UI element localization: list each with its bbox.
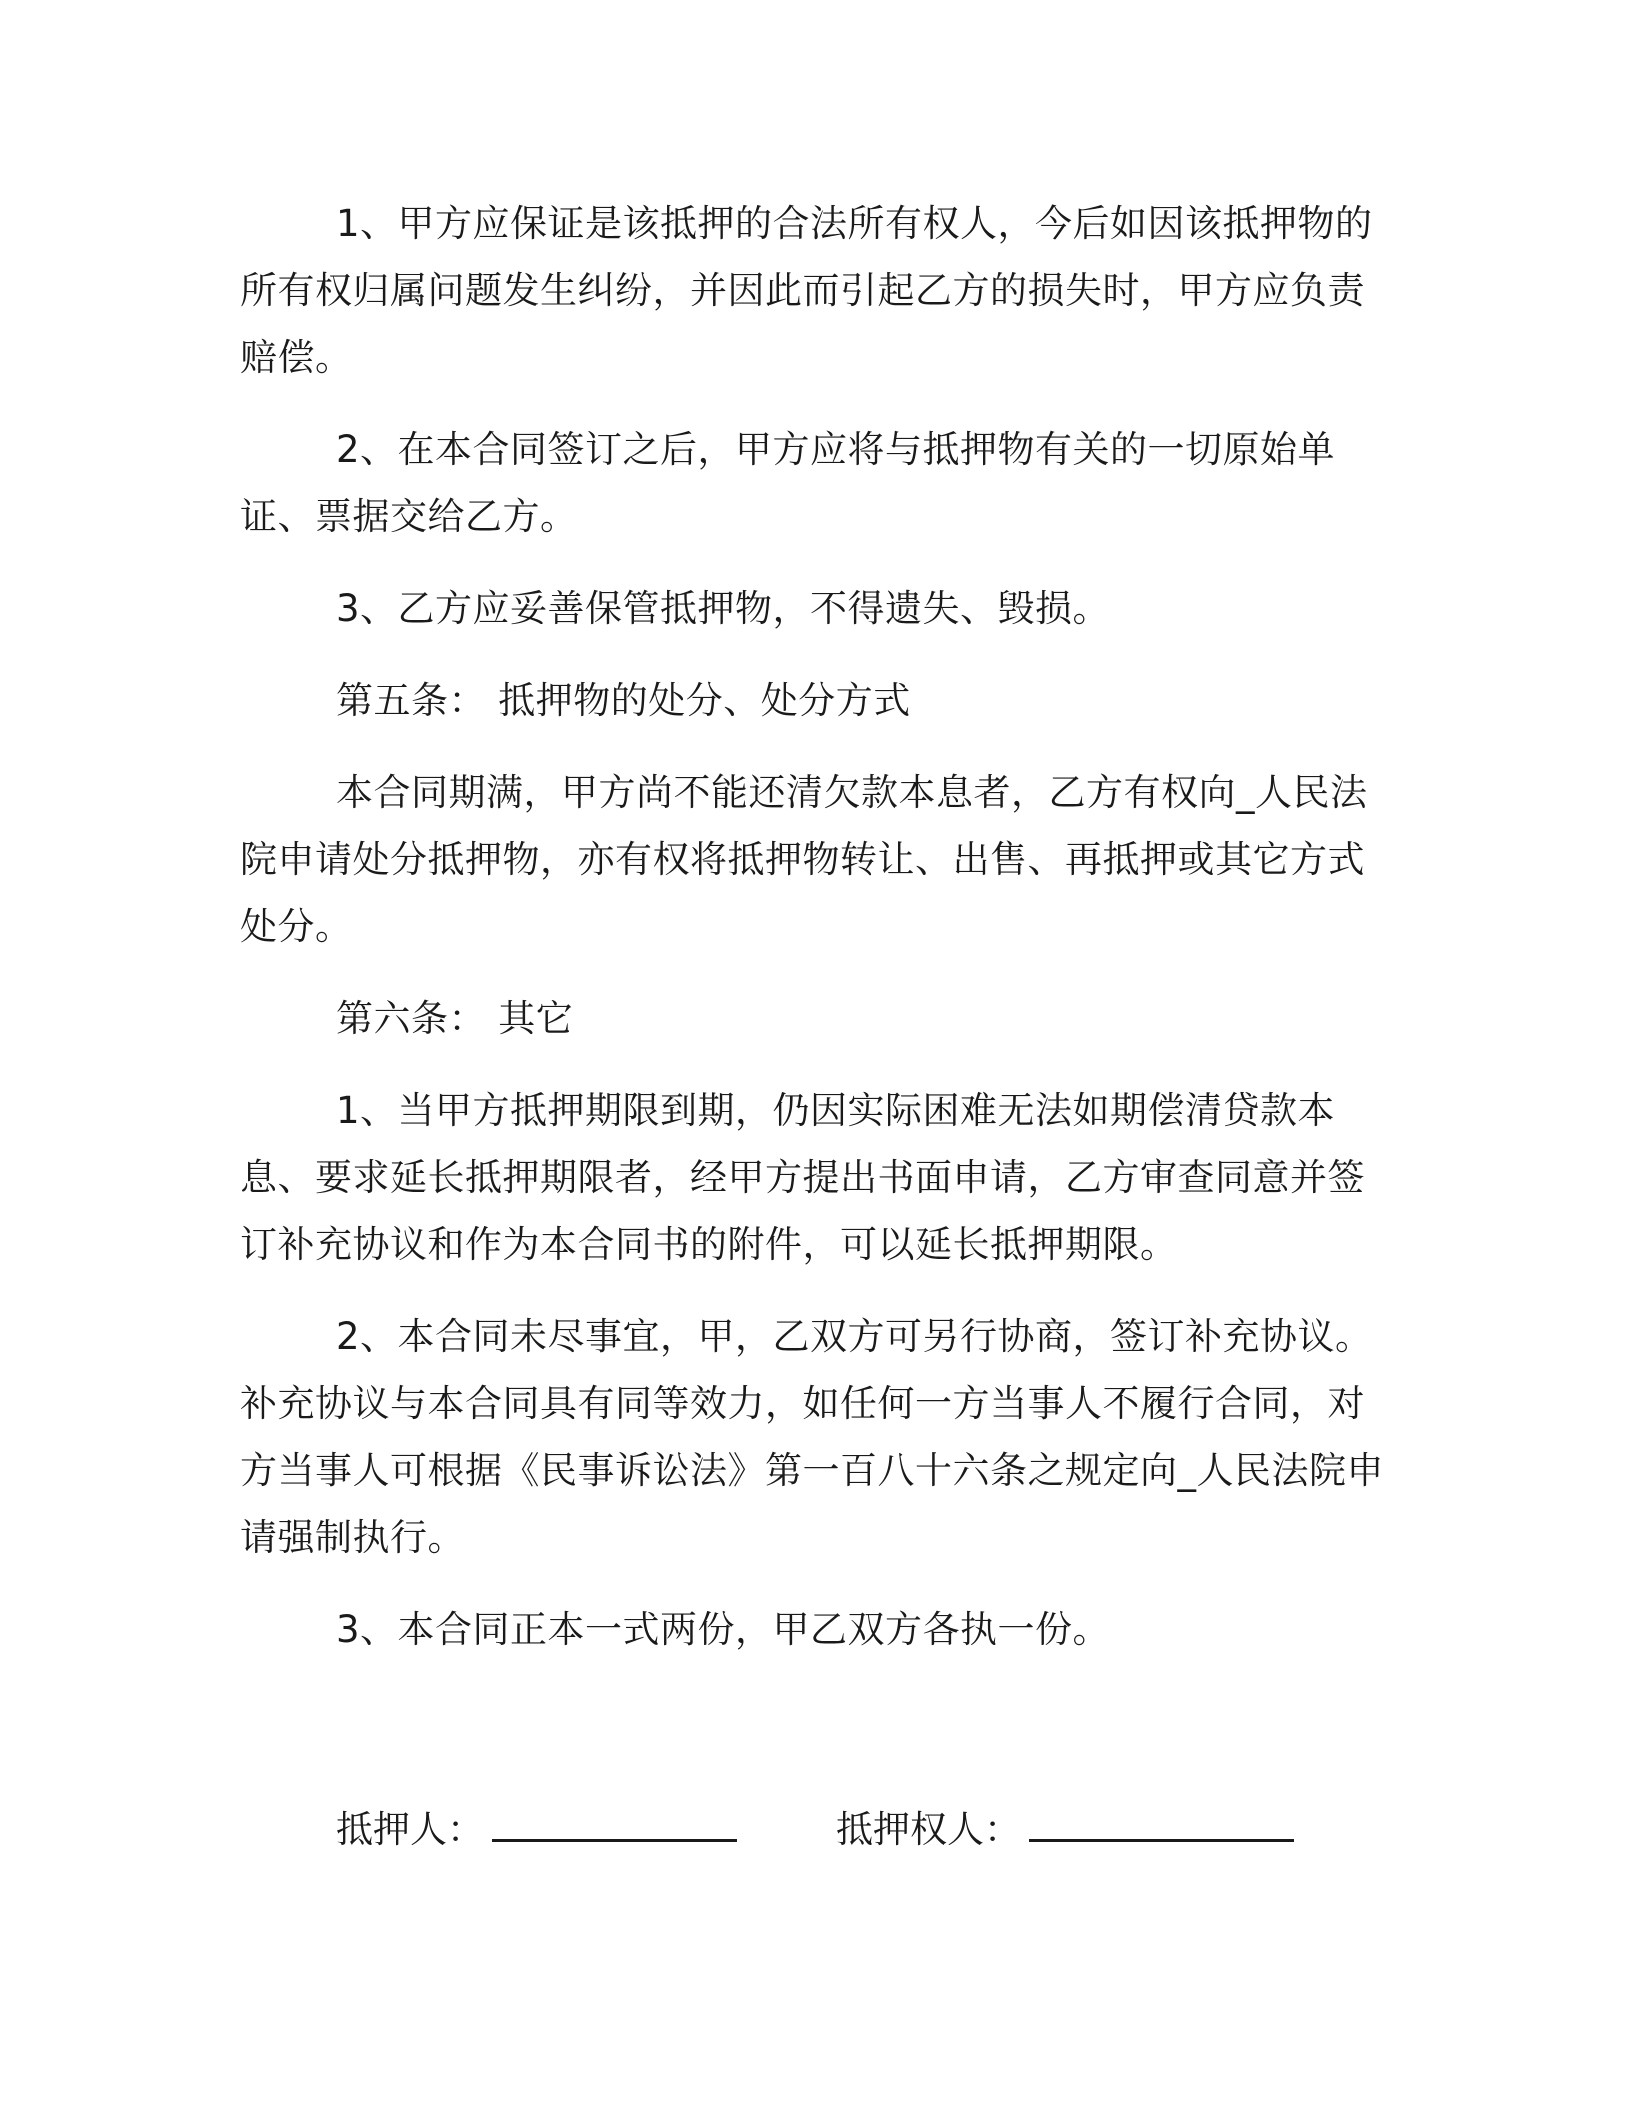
article-5-body: 本合同期满，甲方尚不能还清欠款本息者，乙方有权向_人民法院申请处分抵押物，亦有权将抵押物转让、出售、再抵押或其它方式处分。 [240,771,1368,948]
clause-4-item-2: 2、在本合同签订之后，甲方应将与抵押物有关的一切原始单证、票据交给乙方。 [240,428,1336,538]
article-6-item-2: 2、本合同未尽事宜，甲，乙双方可另行协商，签订补充协议。补充协议与本合同具有同等效力，如任何一方当事人不履行合同，对方当事人可根据《民事诉讼法》第一百八十六条之规定向_人民法院申请强制执行。 [240,1315,1384,1559]
article-6-item-3: 3、本合同正本一式两份，甲乙双方各执一份。 [336,1608,1111,1651]
mortgagor-label: 抵押人： [336,1808,484,1851]
document-body [240,190,1390,1688]
mortgagor-signature [336,1800,737,1860]
article-5-heading: 第五条： 抵押物的处分、处分方式 [336,679,911,722]
mortgagee-label: 抵押权人： [836,1808,1021,1851]
mortgagee-signature [836,1800,1294,1860]
mortgagor-signature-line [492,1809,737,1842]
article-6-item-1: 1、当甲方抵押期限到期，仍因实际困难无法如期偿清贷款本息、要求延长抵押期限者，经甲方提出书面申请，乙方审查同意并签订补充协议和作为本合同书的附件，可以延长抵押期限。 [240,1089,1365,1266]
article-6-heading: 第六条： 其它 [336,997,574,1040]
clause-4-item-3: 3、乙方应妥善保管抵押物，不得遗失、毁损。 [336,587,1111,630]
mortgagee-signature-line [1029,1809,1294,1842]
clause-4-item-1: 1、甲方应保证是该抵押的合法所有权人，今后如因该抵押物的所有权归属问题发生纠纷，并因此而引起乙方的损失时，甲方应负责赔偿。 [240,202,1373,379]
signature-row [336,1800,1336,1860]
